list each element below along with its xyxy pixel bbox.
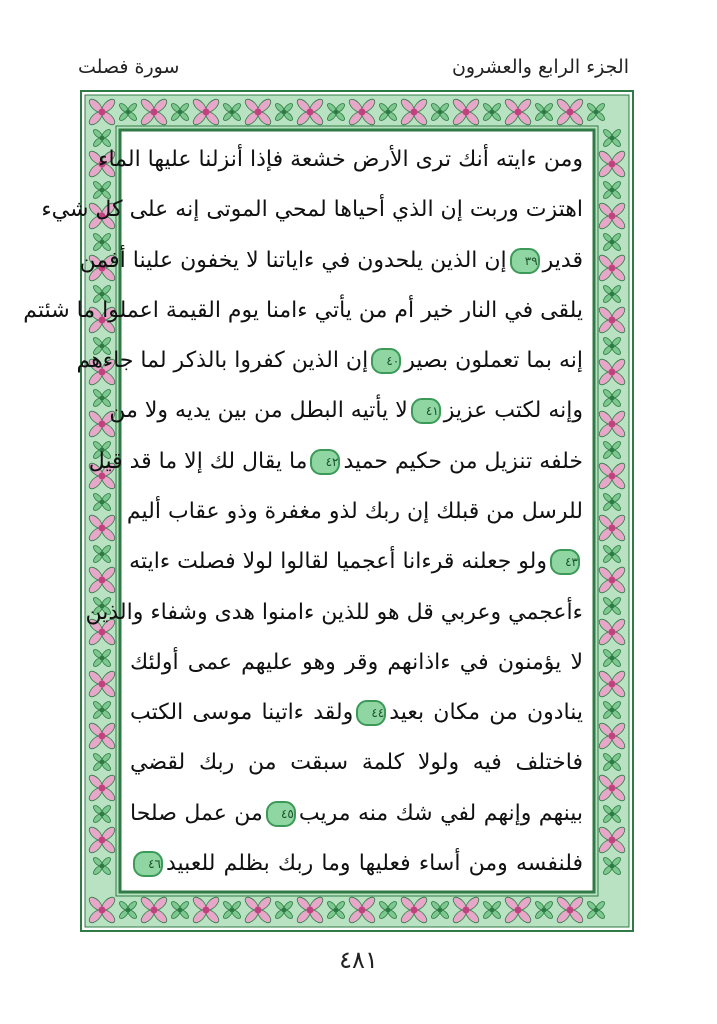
- verse-text: ومن ءايته أنك ترى الأرض خشعة فإذا أنزلنا عليها الماء: [98, 147, 583, 172]
- ayah-number-marker: ٣٩: [510, 248, 540, 274]
- verse-text: للرسل من قبلك إن ربك لذو مغفرة وذو عقاب أليم: [126, 498, 583, 524]
- ayah-number-marker: ٤٥: [266, 801, 296, 827]
- verse-text: بينهم وإنهم لفي شك منه مريب: [298, 800, 583, 826]
- verse-text: يلقى في النار خير أم من يأتي ءامنا يوم القيمة اعملوا ما شئتم: [23, 297, 583, 323]
- verse-text: إنه بما تعملون بصير: [404, 348, 583, 374]
- verse-text: فلنفسه ومن أساء فعليها وما ربك بظلم للعبيد: [166, 850, 583, 876]
- quran-text-block: [23, 133, 589, 891]
- verse-text: قدير: [542, 247, 583, 273]
- verse-text: اهتزت وربت إن الذي أحياها لمحي الموتى إنه على كل شيء: [41, 197, 583, 223]
- verse-text: ولو جعلنه قرءانا أعجميا لقالوا لولا فصلت ءايته: [129, 549, 547, 575]
- ayah-number-marker: ٤٠: [371, 348, 401, 374]
- verse-line: [41, 191, 583, 229]
- juz-header: الجزء الرابع والعشرون: [451, 56, 629, 78]
- page-number: ٤٨١: [339, 946, 378, 974]
- verse-line: [79, 242, 583, 280]
- verse-text: ءأعجمي وعربي قل هو للذين ءامنوا هدى وشفاء والذين: [85, 599, 583, 625]
- verse-line: [85, 594, 583, 632]
- verse-line: [130, 543, 583, 581]
- verse-line: [76, 342, 583, 380]
- verse-line: [109, 392, 583, 430]
- verse-text: ولقد ءاتينا موسى الكتب: [130, 700, 354, 726]
- ayah-number-marker: ٤٤: [356, 700, 386, 726]
- verse-text: ما يقال لك إلا ما قد قيل: [88, 448, 308, 474]
- verse-line: [130, 694, 583, 732]
- ayah-number-marker: ٤٦: [133, 851, 163, 877]
- verse-line: [88, 443, 583, 481]
- ayah-number-marker: ٤٢: [310, 449, 340, 475]
- verse-text: من عمل صلحا: [130, 800, 263, 826]
- verse-text: ينادون من مكان بعيد: [389, 700, 583, 726]
- verse-line: [130, 795, 583, 833]
- verse-text: لا يأتيه البطل من بين يديه ولا من: [109, 398, 408, 424]
- verse-line: [23, 292, 583, 330]
- verse-text: خلفه تنزيل من حكيم حميد: [343, 448, 583, 474]
- verse-line: [130, 744, 583, 782]
- verse-text: إن الذين يلحدون في ءاياتنا لا يخفون علينا أفمن: [79, 247, 507, 273]
- verse-text: فاختلف فيه ولولا كلمة سبقت من ربك لقضي: [130, 750, 583, 776]
- ayah-number-marker: ٤٣: [550, 549, 580, 575]
- verse-line: [126, 493, 583, 531]
- verse-text: لا يؤمنون في ءاذانهم وقر وهو عليهم عمى أولئك: [130, 649, 583, 675]
- verse-line: [98, 141, 583, 179]
- ayah-number-marker: ٤١: [411, 398, 441, 424]
- surah-header: سورة فصلت: [78, 56, 180, 78]
- verse-line: [130, 845, 583, 883]
- verse-text: وإنه لكتب عزيز: [443, 398, 583, 424]
- verse-text: إن الذين كفروا بالذكر لما جاءهم: [76, 348, 369, 374]
- verse-line: [130, 644, 583, 682]
